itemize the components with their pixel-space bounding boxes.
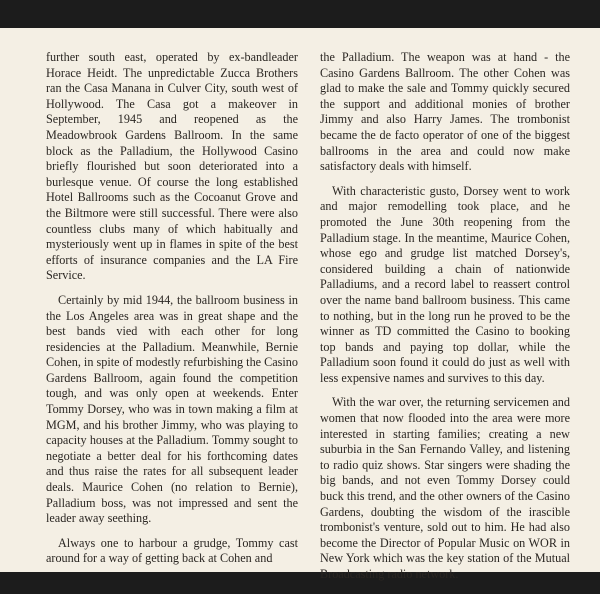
paragraph: Always one to harbour a grudge, Tommy cast around for a way of getting back at Cohen and (46, 535, 298, 566)
paragraph: Certainly by mid 1944, the ballroom business in the Los Angeles area was in great shape and the best bands vied with each other for long residencies at the Palladium. Meanwhile, Bernie Cohen, in spite of modestly refurbishing the Casino Gardens Ballroom, again found the competition tough, and was only open at weekends. Enter Tommy Dorsey, who was in town making a film at MGM, and his brother Jimmy, who was playing to capacity houses at the Palladium. Tommy sought to negotiate a better deal for his forthcoming dates and thus raise the rates for all subsequent leader deals. Maurice Cohen (no relation to Bernie), Palladium boss, was not impressed and sent the leader away seething. (46, 292, 298, 526)
paragraph: With characteristic gusto, Dorsey went to work and major remodelling took place, and he promoted the June 30th reopening from the Palladium stage. In the meantime, Maurice Cohen, whose ego and grudge list matched Dorsey's, considered building a chain of nationwide Palladiums, and a record label to reassert control over the name band ballroom business. This came to nothing, but in the long run he proved to be the winner as TD committed the Casino to booking top bands and paying top dollar, while the Palladium soon found it could do just as well with less expensive names and survives to this day. (320, 183, 570, 385)
paragraph: the Palladium. The weapon was at hand - the Casino Gardens Ballroom. The other Cohen was glad to make the sale and Tommy quickly secured the support and additional monies of brother Jimmy and also Harry James. The trombonist became the de facto operator of one of the biggest ballrooms in the area and could now make satisfactory deals with himself. (320, 50, 570, 174)
booklet-page (0, 28, 600, 581)
right-text-column (320, 50, 570, 592)
left-text-column (46, 50, 298, 576)
paragraph: With the war over, the returning servicemen and women that now flooded into the area were more interested in starting families; creating a new suburbia in the San Fernando Valley, and listening to radio quiz shows. Star singers were shading the big bands, and not even Tommy Dorsey could buck this trend, and the other owners of the Casino Gardens, doubting the wisdom of the irascible trombonist's venture, sold out to him. He had also become the Director of Popular Music on WOR in New York which was the key station of the Mutual Broadcasting radio network. (320, 395, 570, 581)
paragraph: further south east, operated by ex-bandleader Horace Heidt. The unpredictable Zucca Brothers ran the Casa Manana in Culver City, south west of Hollywood. The Casa got a makeover in September, 1945 and reopened as the Meadowbrook Gardens Ballroom. In the same block as the Palladium, the Hollywood Casino briefly flourished but soon deteriorated into a burlesque venue. Of course the long established Hotel Ballrooms such as the Cocoanut Grove and the Biltmore were still successful. There were also countless clubs many of which habitually and mysteriously went up in flames in spite of the best efforts of insurance companies and the LA Fire Service. (46, 50, 298, 283)
